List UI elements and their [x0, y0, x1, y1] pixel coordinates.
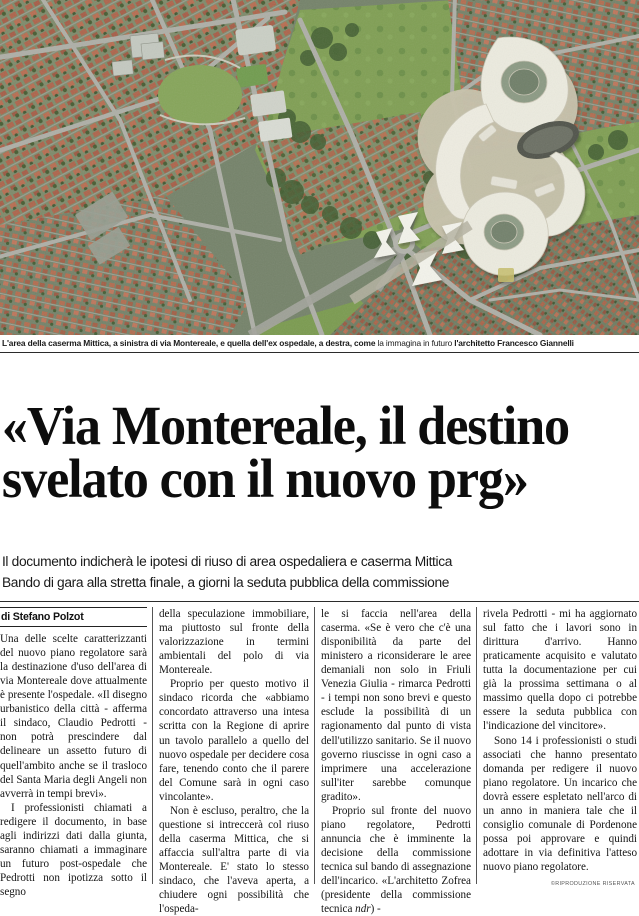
- paragraph: le si faccia nell'area della caserma. «Se è vero che c'è una disponibilità da parte del ministero a riconsiderare le aree demaniali non solo in Friuli Venezia Giulia - rimarca Pedrotti - i tempi non sono brevi e questo esclude la possibilità di un ragionamento dal punto di vista dell'utilizzo sanitario. Se il nuovo governo riuscisse in ogni caso a imprimere una accelerazione sull'iter sarebbe comunque gradito».: [321, 608, 471, 803]
- caption-divider-rule: [0, 352, 639, 353]
- paragraph: Proprio sul fronte del nuovo piano regolatore, Pedrotti annuncia che è imminente la decisione della commissione tecnica sul bando di assegnazione dell'incarico. «L'architetto Zofrea (presidente della commissione tecnica ndr) -: [321, 804, 471, 915]
- caption-bold-end: l'architetto Francesco Giannelli: [454, 338, 574, 348]
- paragraph: Non è escluso, peraltro, che la questione si intreccerà col riuso della caserma Mittica, che si affaccia sull'altra parte di via Montereale. E' stato lo stesso sindaco, che l'aveva aperta, a chiudere ogni possibilità che l'ospeda-: [159, 804, 309, 915]
- paragraph: Una delle scelte caratterizzanti del nuovo piano regolatore sarà la destinazione d'uso dell'area di via Montereale dove attualmente è presente l'ospedale. «Il disegno urbanistico della città - afferma il sindaco, Claudio Pedrotti - non potrà prescindere dal delineare un assetto futuro di quell'ambito anche se il trasloco del Santa Maria degli Angeli non avverrà in tempi brevi».: [0, 633, 147, 800]
- article-column-1: [0, 607, 152, 898]
- column-4-body: [483, 607, 637, 874]
- column-1-body: [0, 632, 147, 899]
- article-columns: [0, 602, 639, 915]
- page-title: [0, 390, 607, 512]
- caption-bold-part: L'area della caserma Mittica, a sinistra di via Montereale, e quella dell'ex ospedale, a destra, come: [2, 338, 378, 348]
- aerial-photo: [0, 0, 639, 335]
- byline-rule-bottom: [0, 626, 147, 627]
- subhead-line-1: Il documento indicherà le ipotesi di riuso di area ospedaliera e caserma Mittica: [1, 554, 453, 571]
- article-column-3: [314, 607, 476, 915]
- caption-light-part: la immagina in futuro: [377, 338, 455, 348]
- column-2-body: [159, 607, 309, 916]
- byline: di Stefano Polzot: [1, 611, 84, 624]
- article-column-2: [152, 607, 314, 915]
- article-column-4: [476, 607, 639, 887]
- copyright-notice: ©RIPRODUZIONE RISERVATA: [550, 880, 635, 887]
- byline-block: [0, 607, 147, 627]
- paragraph: Sono 14 i professionisti o studi associati che hanno presentato domanda per redigere il nuovo piano regolatore. Un incarico che dovrà essere espletato nell'arco di un anno in maniera tale che il consiglio comunale di Pordenone possa poi approvare e quindi adottare in via definitiva l'atteso nuovo piano regolatore.: [483, 734, 637, 873]
- headline-line-1: «Via Montereale, il destino: [1, 394, 570, 456]
- paragraph: Proprio per questo motivo il sindaco ricorda che «abbiamo concordato attraverso una intesa scritta con la Regione di aprire un tavolo parallelo a quello del nuovo ospedale per decidere cosa fare, tenendo conto che il parere del Comune sarà in ogni caso vincolante».: [159, 678, 309, 803]
- headline-line-2: svelato con il nuovo prg»: [1, 447, 528, 509]
- photo-caption: [0, 335, 639, 352]
- subhead: [0, 548, 620, 599]
- aerial-photo-image: [0, 0, 639, 335]
- paragraph: rivela Pedrotti - mi ha aggiornato sul fatto che i lavori sono in dirittura d'arrivo. Hanno praticamente acquisito e valutato tutta la documentazione per cui già la prossima settimana o al massimo quella dopo ci potrebbe essere la seduta pubblica con l'indicazione del vincitore».: [483, 608, 637, 733]
- subhead-line-2: Bando di gara alla stretta finale, a giorni la seduta pubblica della commissione: [1, 574, 450, 591]
- paragraph: della speculazione immobiliare, ma piuttosto sul fronte della valorizzazione in termini ambientali del polo di via Montereale.: [159, 608, 309, 677]
- column-3-body: [321, 607, 471, 916]
- paragraph: I professionisti chiamati a redigere il documento, in base agli indirizzi dati dalla giunta, saranno chiamati a immaginare un futuro post-ospedale che Pedrotti non ipotizza sotto il segno: [0, 801, 147, 898]
